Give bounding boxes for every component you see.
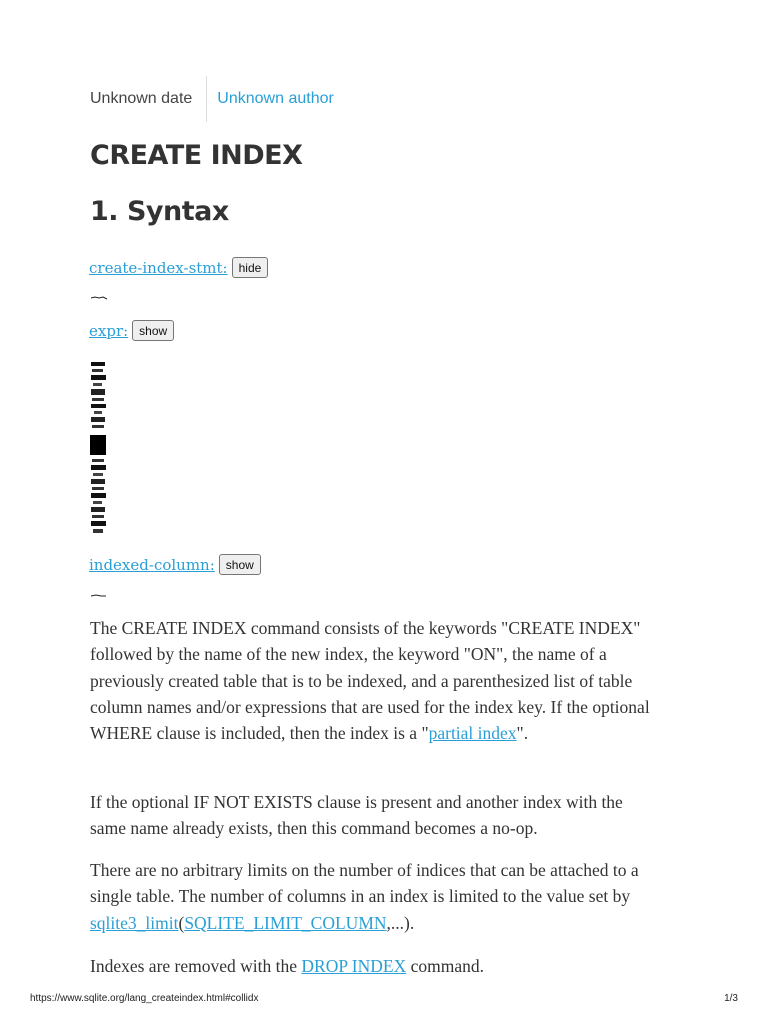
page-title: CREATE INDEX [90,140,303,171]
post-author-link[interactable]: Unknown author [217,90,334,107]
partial-index-link[interactable]: partial index [428,723,517,744]
drop-index-link[interactable]: DROP INDEX [301,956,407,976]
show-button[interactable]: show [132,320,174,341]
indexed-column-diagram [90,593,110,599]
expr-diagram [90,360,108,536]
syntax-row-indexed-column [89,554,261,575]
footer-url: https://www.sqlite.org/lang_createindex.html#collidx [30,993,259,1004]
section-heading: 1. Syntax [90,196,229,227]
show-button[interactable]: show [219,554,261,575]
expr-link[interactable]: expr: [89,321,129,340]
post-meta [90,76,334,122]
indexed-column-link[interactable]: indexed-column: [89,555,215,574]
post-date: Unknown date [90,76,207,122]
paragraph-drop-index: Indexes are removed with the DROP INDEX command. [90,956,484,976]
hide-button[interactable]: hide [232,257,269,278]
paragraph-index-limits: There are no arbitrary limits on the number of indices that can be attached to a single table. The number of columns in an index is limited to the value set by sqlite3_limit(SQLITE_LIMIT_COLUMN,...). [90,860,639,933]
create-index-stmt-link[interactable]: create-index-stmt: [89,258,228,277]
syntax-row-expr [89,320,174,341]
create-index-stmt-diagram [90,295,110,301]
paragraph-if-not-exists: If the optional IF NOT EXISTS clause is present and another index with the same name already exists, then this command becomes a no-op. [90,792,623,839]
syntax-row-create-index-stmt [89,257,268,278]
paragraph-create-index-description: The CREATE INDEX command consists of the keywords "CREATE INDEX" followed by the name of the new index, the keyword "ON", the name of a previously created table that is to be indexed, and a parenthesized list of table column names and/or expressions that are used for the index key. If the optional WHERE clause is included, then the index is a "partial index". [90,618,650,744]
footer-page-number: 1/3 [724,993,738,1004]
sqlite3-limit-link[interactable]: sqlite3_limit [90,912,179,933]
sqlite-limit-column-link[interactable]: SQLITE_LIMIT_COLUMN [184,912,387,933]
